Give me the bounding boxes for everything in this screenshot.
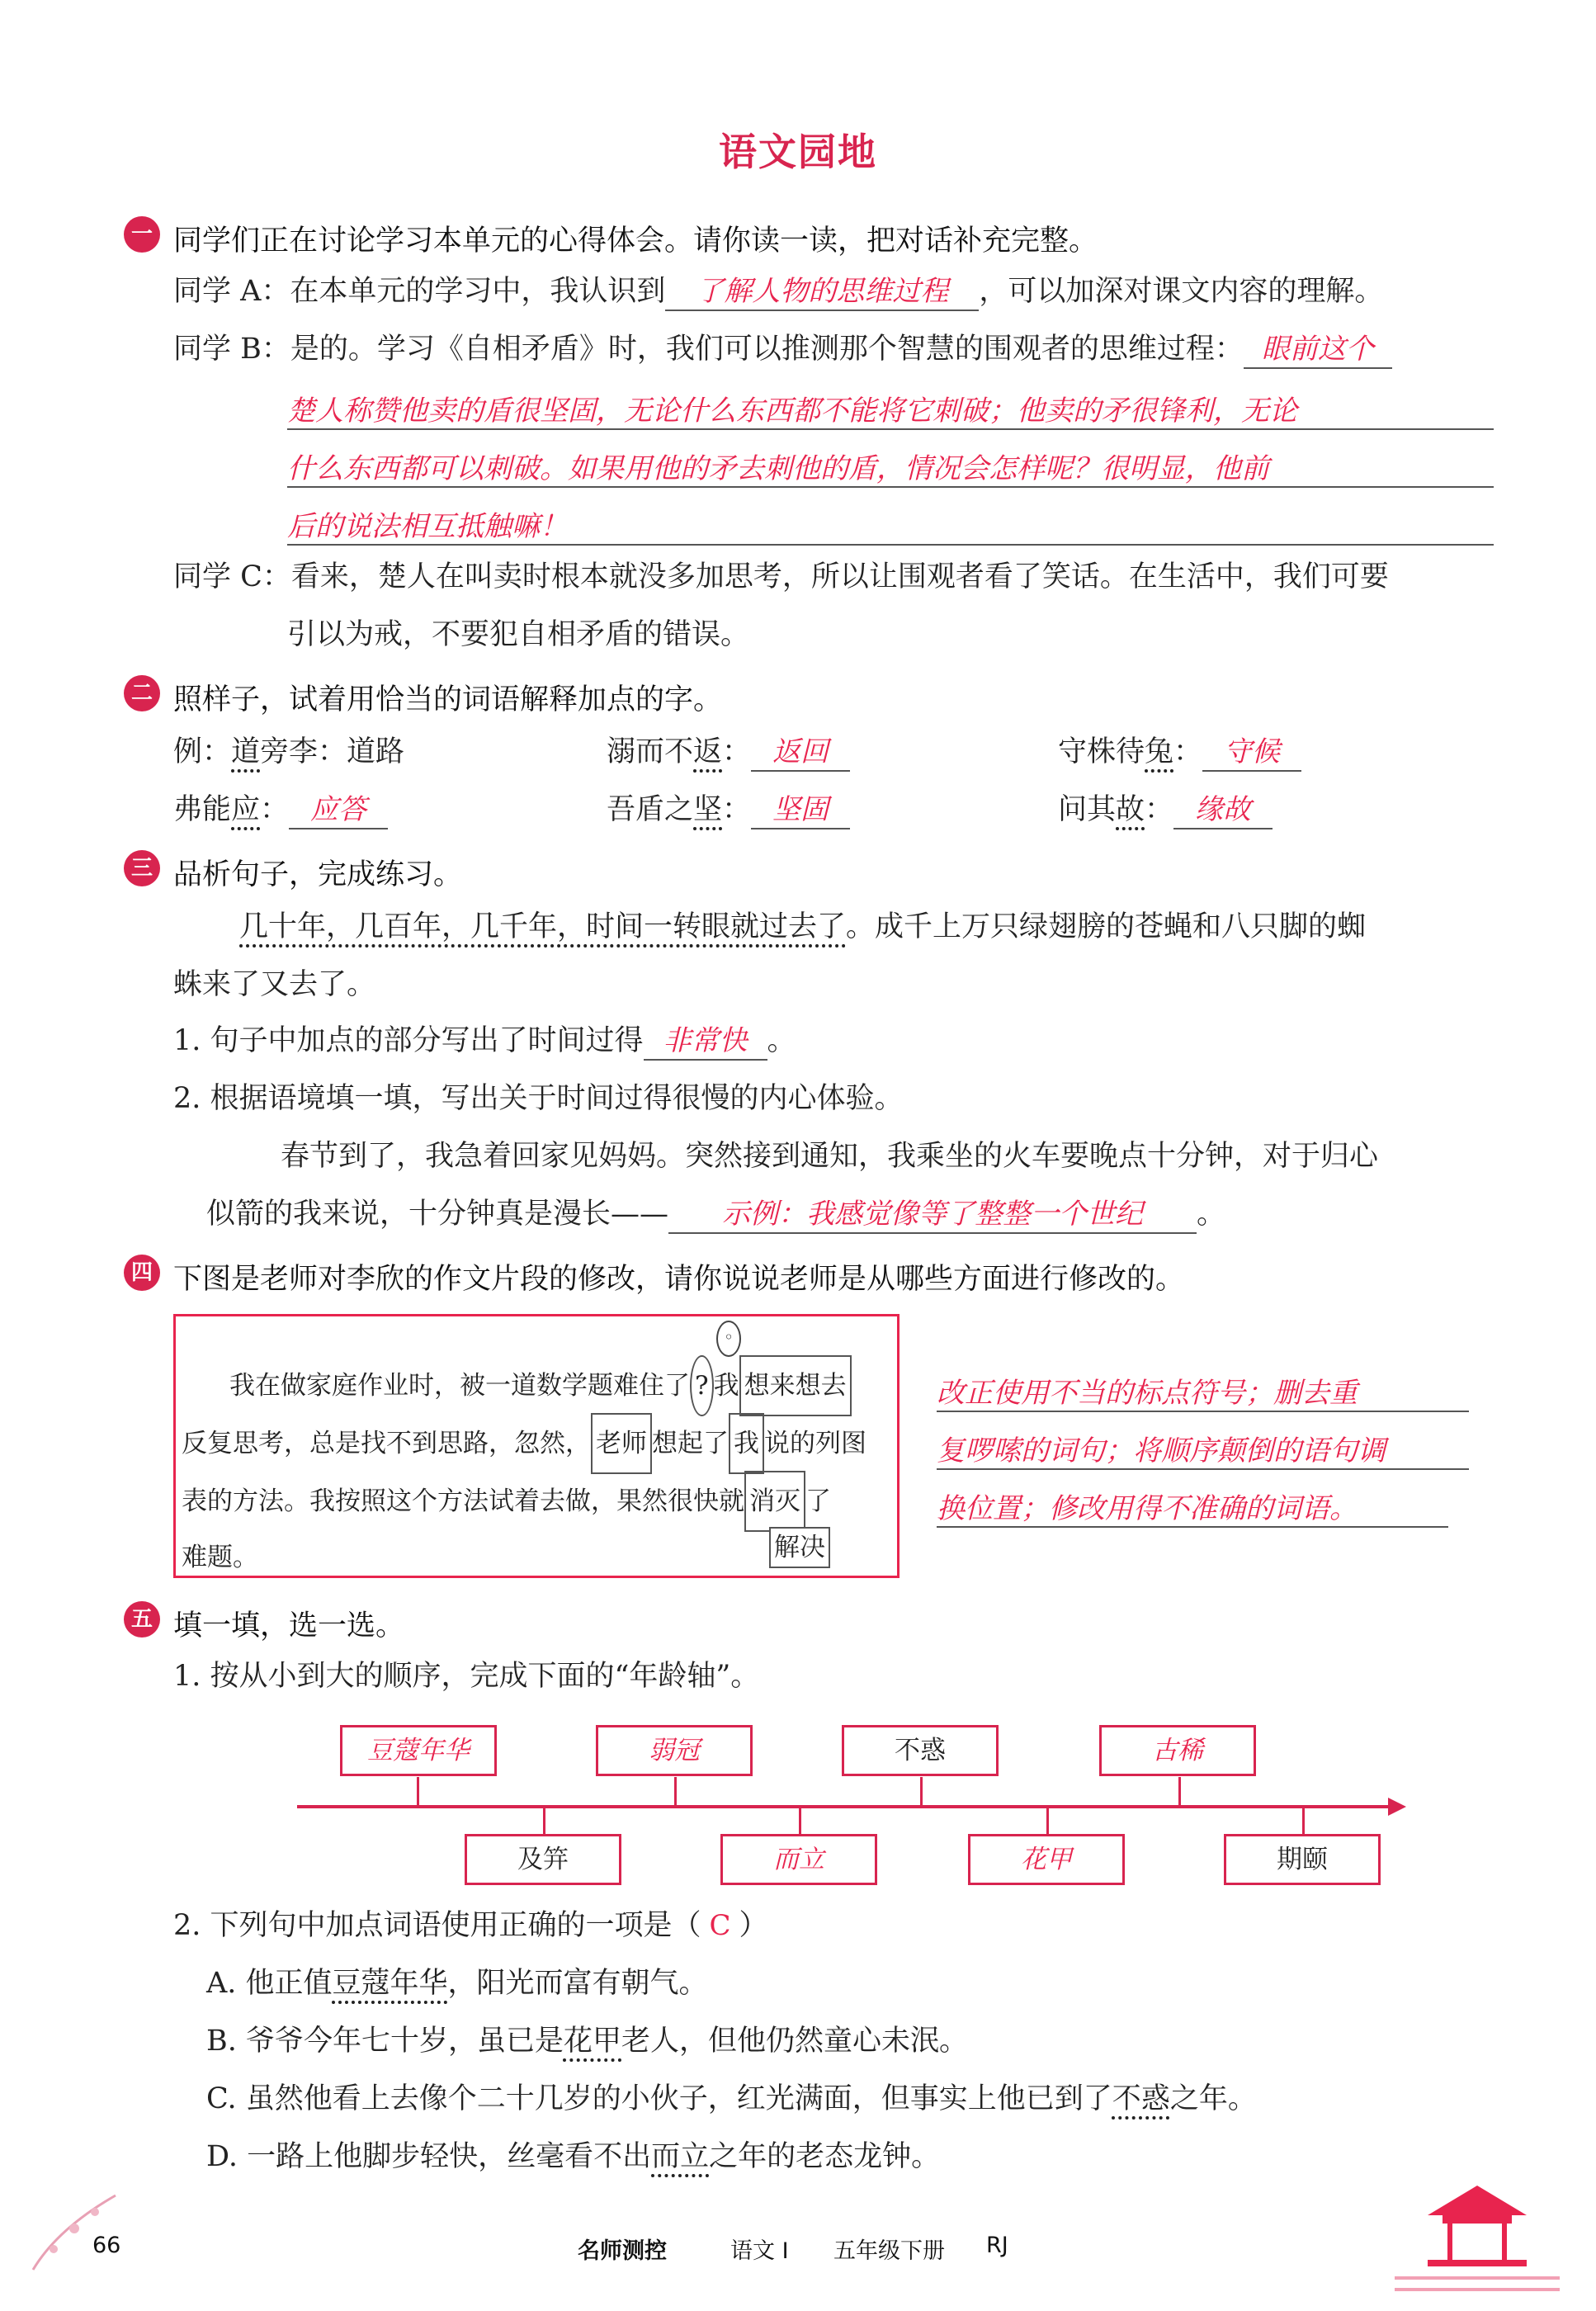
question-3-2: 2. 根据语境填一填，写出关于时间过得很慢的内心体验。 — [173, 1082, 904, 1115]
essay-l3-a: 表的方法。我按照这个方法试着去做，果然很快就 — [182, 1486, 744, 1516]
section-badge-4: 四 — [124, 1255, 160, 1291]
option-c — [206, 2082, 1257, 2118]
item-4-pre: 吾盾之 — [607, 793, 694, 826]
item-1-answer: 返回 — [751, 735, 850, 772]
item-3-pre: 弗能 — [173, 793, 232, 826]
item-4 — [607, 792, 850, 829]
section-3-heading: 品析句子，完成练习。 — [173, 858, 463, 891]
option-b-dotted: 花甲 — [563, 2025, 621, 2058]
timeline-bottom-1: 及笄 — [465, 1834, 621, 1885]
timeline-bottom-2: 而立 — [720, 1834, 877, 1885]
question-3-2-context-text: 似箭的我来说，十分钟真是漫长—— — [206, 1198, 669, 1231]
section-badge-3: 三 — [124, 850, 160, 886]
option-c-pre: C. 虽然他看上去像个二十几岁的小伙子，红光满面，但事实上他已到了 — [206, 2082, 1112, 2115]
essay-l2-a: 反复思考，总是找不到思路，忽然， — [182, 1429, 591, 1458]
question-3-2-end: 。 — [1197, 1198, 1226, 1231]
student-a-line — [173, 274, 1383, 311]
item-5-dotted: 故 — [1116, 793, 1145, 826]
timeline-top-4: 古稀 — [1099, 1725, 1256, 1776]
essay-l1-a: 我在做家庭作业时，被一道数学题难住了 — [229, 1371, 690, 1401]
student-b-prefix: 同学 B：是的。学习《自相矛盾》时，我们可以推测那个智慧的围观者的思维过程： — [173, 333, 1244, 366]
section-2-heading: 照样子，试着用恰当的词语解释加点的字。 — [173, 683, 723, 716]
item-3 — [173, 792, 388, 829]
question-3-1-answer: 非常快 — [644, 1023, 767, 1061]
timeline-top-2: 弱冠 — [596, 1725, 753, 1776]
essay-replaced-word: 消灭 — [744, 1471, 805, 1532]
timeline-bottom-4: 期颐 — [1224, 1834, 1381, 1885]
item-2-answer: 守候 — [1202, 735, 1301, 772]
example-dotted-word: 道 — [231, 735, 261, 768]
student-b-answer-2: 楚人称赞他卖的盾很坚固，无论什么东西都不能将它刺破；他卖的矛很锋利，无论 — [287, 388, 1494, 430]
student-b-answer-3: 什么东西都可以刺破。如果用他的矛去刺他的盾，情况会怎样呢？很明显，他前 — [287, 446, 1494, 488]
option-a-dotted: 豆蔻年华 — [332, 1967, 448, 2000]
timeline-arrow-icon — [1388, 1798, 1406, 1816]
question-5-2 — [173, 1908, 768, 1945]
option-d — [206, 2139, 940, 2176]
essay-line-2 — [182, 1413, 866, 1474]
insert-period-mark: ◦ — [716, 1321, 741, 1357]
timeline-top-1: 豆蔻年华 — [340, 1725, 497, 1776]
option-b — [206, 2024, 968, 2060]
section-badge-1: 一 — [124, 216, 160, 253]
item-1-pre: 溺而不 — [607, 735, 694, 768]
item-2-dotted: 兔 — [1145, 735, 1174, 768]
section-4-answer-3: 换位置；修改用得不准确的词语。 — [937, 1486, 1448, 1528]
option-a-post: ，阳光而富有朝气。 — [447, 1967, 708, 2000]
timeline-bottom-3: 花甲 — [968, 1834, 1125, 1885]
section-4-answer-1: 改正使用不当的标点符号；删去重 — [937, 1370, 1469, 1412]
essay-l1-b: 我 — [713, 1371, 739, 1401]
essay-l3-c: 了 — [805, 1486, 831, 1516]
section-4-heading: 下图是老师对李欣的作文片段的修改，请你说说老师是从哪些方面进行修改的。 — [173, 1263, 1185, 1296]
student-c-line-2: 引以为戒，不要犯自相矛盾的错误。 — [287, 618, 750, 651]
item-5 — [1058, 792, 1273, 829]
item-2-colon: ： — [1173, 735, 1203, 768]
option-c-dotted: 不惑 — [1112, 2082, 1170, 2115]
essay-correction-word: 解决 — [769, 1527, 830, 1568]
student-c-line-1: 同学 C：看来，楚人在叫卖时根本就没多加思考，所以让围观者看了笑话。在生活中，我们可要 — [173, 560, 1389, 593]
timeline-tick — [799, 1806, 801, 1834]
page-title: 语文园地 — [719, 130, 877, 174]
option-b-post: 老人，但他仍然童心未泯。 — [621, 2025, 969, 2058]
question-3-2-context-1: 春节到了，我急着回家见妈妈。突然接到通知，我乘坐的火车要晚点十分钟，对于归心 — [281, 1140, 1379, 1173]
item-1-dotted: 返 — [693, 735, 723, 768]
footer-subject: 语文 Ⅰ — [730, 2238, 789, 2264]
item-4-colon: ： — [722, 793, 752, 826]
item-3-dotted: 应 — [231, 793, 261, 826]
item-2-pre: 守株待 — [1058, 735, 1145, 768]
footer-edition: RJ — [986, 2233, 1008, 2258]
question-3-1-text: 1. 句子中加点的部分写出了时间过得 — [173, 1024, 644, 1057]
item-5-answer: 缘故 — [1173, 792, 1273, 829]
item-3-answer: 应答 — [289, 792, 388, 829]
passage-dotted-phrase: 几十年，几百年，几千年，时间一转眼就过去了 — [239, 910, 847, 943]
essay-circled-mark: ? — [690, 1355, 714, 1416]
section-badge-2: 二 — [124, 675, 160, 711]
example-item — [173, 735, 404, 771]
section-4-answer-2: 复啰嗦的词句；将顺序颠倒的语句调 — [937, 1428, 1469, 1470]
essay-line-3 — [182, 1471, 831, 1532]
timeline-tick — [543, 1806, 545, 1834]
timeline-axis — [297, 1805, 1395, 1808]
passage-rest: 。成千上万只绿翅膀的苍蝇和八只脚的蜘 — [846, 910, 1367, 943]
page-number: 66 — [92, 2233, 121, 2258]
item-5-pre: 问其 — [1058, 793, 1117, 826]
essay-line-4: 难题。 — [182, 1543, 258, 1572]
option-a-pre: A. 他正值 — [206, 1967, 333, 2000]
item-4-answer: 坚固 — [751, 792, 850, 829]
item-1 — [607, 735, 850, 772]
timeline-tick — [1302, 1806, 1305, 1834]
item-2 — [1058, 735, 1301, 772]
timeline-tick — [1178, 1777, 1181, 1805]
pagoda-icon — [1395, 2179, 1560, 2303]
item-4-dotted: 坚 — [693, 793, 723, 826]
question-5-2-end: ） — [739, 1909, 768, 1942]
timeline-tick — [1046, 1806, 1049, 1834]
option-d-pre: D. 一路上他脚步轻快，丝毫看不出 — [206, 2140, 652, 2173]
section-badge-5: 五 — [124, 1601, 160, 1638]
timeline-tick — [674, 1777, 677, 1805]
essay-deleted-phrase: 想来想去 — [739, 1355, 852, 1416]
option-d-post: 之年的老态龙钟。 — [709, 2140, 941, 2173]
essay-l2-e: 说的列图 — [764, 1429, 866, 1458]
option-a — [206, 1966, 708, 2002]
student-a-prefix: 同学 A：在本单元的学习中，我认识到 — [173, 275, 666, 308]
section-1-heading: 同学们正在讨论学习本单元的心得体会。请你读一读，把对话补充完整。 — [173, 224, 1098, 258]
passage-line-1 — [239, 910, 1366, 946]
option-c-post: 之年。 — [1169, 2082, 1257, 2115]
footer-grade: 五年级下册 — [833, 2238, 945, 2264]
section-5-heading: 填一填，选一选。 — [173, 1609, 405, 1642]
question-5-1: 1. 按从小到大的顺序，完成下面的“年龄轴”。 — [173, 1660, 760, 1693]
timeline-top-3: 不惑 — [842, 1725, 999, 1776]
blossom-branch-icon — [25, 2179, 124, 2278]
question-5-2-answer: C — [709, 1909, 731, 1942]
question-3-1-end: 。 — [767, 1024, 796, 1057]
student-b-line — [173, 332, 1392, 369]
item-3-colon: ： — [260, 793, 290, 826]
footer-brand: 名师测控 — [578, 2238, 667, 2264]
timeline-tick — [920, 1777, 923, 1805]
essay-line-1 — [229, 1355, 852, 1416]
question-5-2-text: 2. 下列句中加点词语使用正确的一项是（ — [173, 1909, 701, 1942]
item-1-colon: ： — [722, 735, 752, 768]
example-rest: 旁李：道路 — [260, 735, 405, 768]
example-label: 例： — [173, 735, 232, 768]
item-5-colon: ： — [1145, 793, 1174, 826]
student-a-suffix: ，可以加深对课文内容的理解。 — [979, 275, 1384, 308]
student-b-answer-4: 后的说法相互抵触嘛！ — [287, 503, 1494, 546]
question-3-2-answer: 示例：我感觉像等了整整一个世纪 — [668, 1197, 1197, 1234]
option-d-dotted: 而立 — [651, 2140, 710, 2173]
essay-l2-c: 想起了 — [652, 1429, 729, 1458]
student-b-answer-1: 眼前这个 — [1244, 332, 1392, 369]
essay-swap-2: 我 — [729, 1413, 764, 1474]
option-b-pre: B. 爷爷今年七十岁，虽已是 — [206, 2025, 564, 2058]
timeline-tick — [417, 1777, 419, 1805]
question-3-2-context-2 — [206, 1197, 1225, 1234]
passage-line-2: 蛛来了又去了。 — [173, 968, 376, 1001]
question-3-1 — [173, 1023, 796, 1061]
student-a-answer: 了解人物的思维过程 — [665, 274, 979, 311]
essay-swap-1: 老师 — [591, 1413, 652, 1474]
